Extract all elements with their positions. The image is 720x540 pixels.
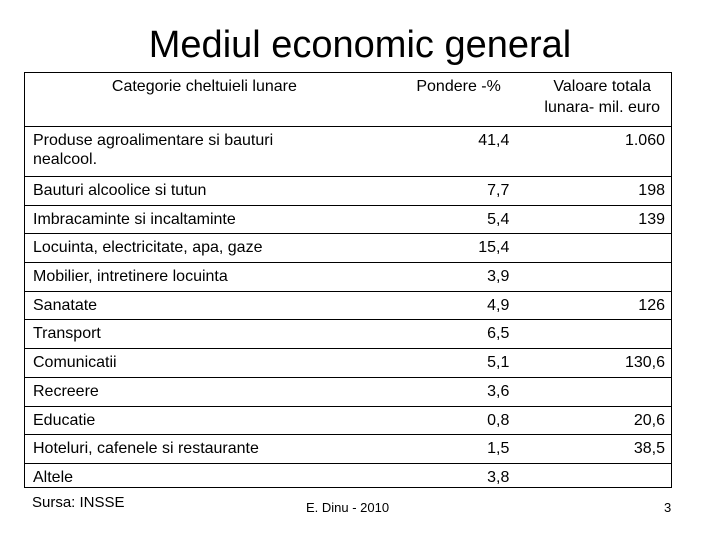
expenses-table-frame	[24, 72, 672, 488]
row-value	[533, 377, 671, 406]
row-weight: 15,4	[384, 234, 534, 263]
row-weight: 7,7	[384, 177, 534, 206]
row-value: 20,6	[533, 406, 671, 435]
header-value-line2: lunara- mil. euro	[544, 99, 660, 116]
row-category: Sanatate	[25, 291, 384, 320]
table-row	[25, 205, 671, 234]
row-value	[533, 463, 671, 492]
row-value: 130,6	[533, 349, 671, 378]
row-weight: 5,1	[384, 349, 534, 378]
row-weight: 3,9	[384, 263, 534, 292]
row-category: Bauturi alcoolice si tutun	[25, 177, 384, 206]
row-weight: 6,5	[384, 320, 534, 349]
header-weight: Pondere -%	[416, 78, 501, 95]
expenses-table	[25, 73, 671, 492]
footer-author: E. Dinu - 2010	[306, 500, 390, 515]
row-category: Recreere	[25, 377, 384, 406]
row-category: Transport	[25, 320, 384, 349]
row-category: Comunicatii	[25, 349, 384, 378]
slide-title: Mediul economic general	[148, 24, 572, 66]
table-row	[25, 234, 671, 263]
table-row	[25, 463, 671, 492]
row-weight: 3,6	[384, 377, 534, 406]
row-category: Imbracaminte si incaltaminte	[25, 205, 384, 234]
row-weight: 5,4	[384, 205, 534, 234]
table-row	[25, 349, 671, 378]
row-weight: 41,4	[384, 127, 534, 177]
row-value	[533, 263, 671, 292]
footer-source: Sursa: INSSE	[32, 494, 125, 511]
table-row	[25, 291, 671, 320]
row-category-line1: Produse agroalimentare si bauturi	[33, 132, 274, 149]
row-value	[533, 234, 671, 263]
row-value	[533, 320, 671, 349]
table-row	[25, 435, 671, 464]
row-value: 38,5	[533, 435, 671, 464]
header-value	[533, 73, 671, 127]
row-value: 1.060	[533, 127, 671, 177]
table-row	[25, 263, 671, 292]
row-category: Mobilier, intretinere locuinta	[25, 263, 384, 292]
row-category: Altele	[33, 468, 74, 486]
row-value: 198	[533, 177, 671, 206]
row-weight: 3,8	[487, 468, 510, 486]
page-number: 3	[664, 500, 672, 515]
header-value-line1: Valoare totala	[553, 78, 651, 95]
table-header-row	[25, 73, 671, 127]
row-weight: 4,9	[384, 291, 534, 320]
header-category: Categorie cheltuieli lunare	[111, 78, 297, 95]
row-category: Hoteluri, cafenele si restaurante	[25, 435, 384, 464]
row-category: Educatie	[25, 406, 384, 435]
table-row	[25, 177, 671, 206]
row-weight: 1,5	[384, 435, 534, 464]
row-value: 126	[533, 291, 671, 320]
table-row	[25, 127, 671, 177]
row-category: Locuinta, electricitate, apa, gaze	[25, 234, 384, 263]
table-row	[25, 377, 671, 406]
table-row	[25, 320, 671, 349]
row-category	[25, 127, 384, 177]
row-category-line2: nealcool.	[33, 151, 98, 168]
row-value: 139	[533, 205, 671, 234]
row-weight: 0,8	[384, 406, 534, 435]
table-row	[25, 406, 671, 435]
